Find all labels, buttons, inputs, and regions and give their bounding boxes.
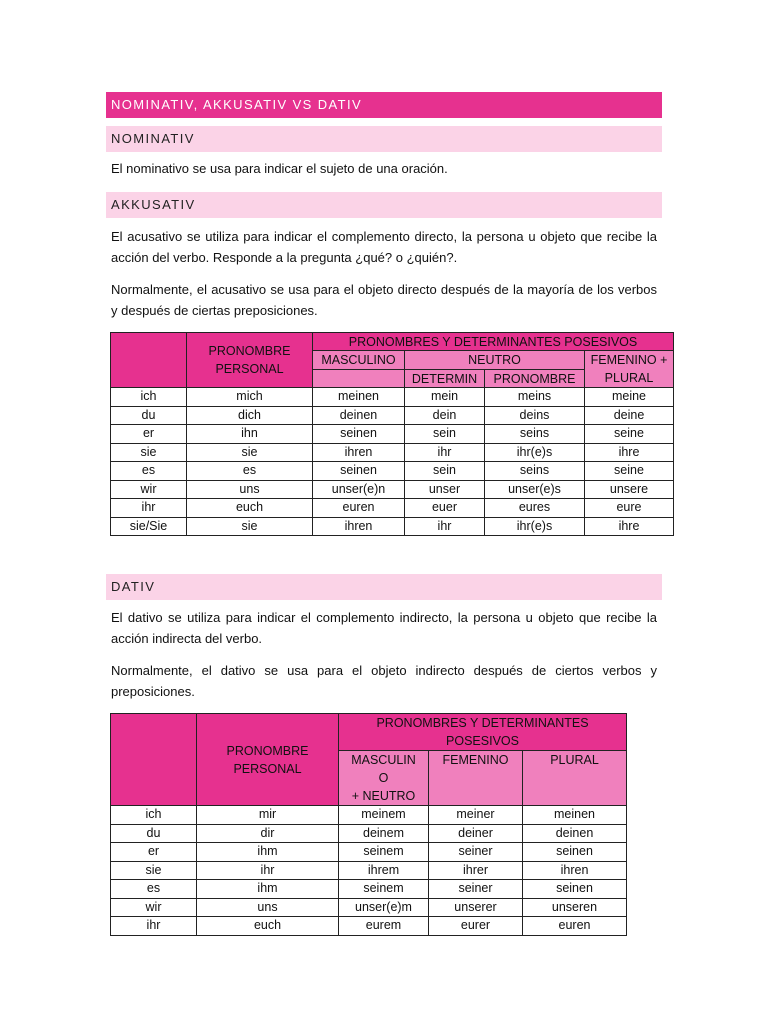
table-cell: uns xyxy=(187,480,313,499)
table-cell: ihr(e)s xyxy=(485,443,585,462)
table-cell: mein xyxy=(405,388,485,407)
table-cell: unser(e)s xyxy=(485,480,585,499)
table-cell: euren xyxy=(313,499,405,518)
table-cell: sein xyxy=(405,462,485,481)
table-cell: seine xyxy=(585,425,674,444)
table-row xyxy=(111,443,674,462)
akkusativ-paragraph-2: Normalmente, el acusativo se usa para el objeto directo después de la mayoría de los verbos y después de ciertas preposiciones. xyxy=(111,282,657,318)
table-cell: unserer xyxy=(429,898,523,917)
table-cell: sein xyxy=(405,425,485,444)
table-cell: ihm xyxy=(197,843,339,862)
table-row xyxy=(111,388,674,407)
table-cell: meins xyxy=(485,388,585,407)
dat-header-group: PRONOMBRES Y DETERMINANTES POSESIVOS xyxy=(339,714,627,751)
table-cell: meiner xyxy=(429,806,523,825)
section-heading-dativ: DATIV xyxy=(106,574,662,600)
table-cell: dir xyxy=(197,824,339,843)
table-cell: ihrer xyxy=(429,861,523,880)
dat-header-masc-line3: + NEUTRO xyxy=(351,789,416,803)
table-cell: deiner xyxy=(429,824,523,843)
table-cell: deinen xyxy=(313,406,405,425)
table-cell: sie xyxy=(187,443,313,462)
table-cell: ihren xyxy=(313,517,405,536)
table-cell: seinem xyxy=(339,843,429,862)
table-cell: sie xyxy=(187,517,313,536)
table-cell: ihrem xyxy=(339,861,429,880)
dat-header-pronombre: PRONOMBRE PERSONAL xyxy=(197,714,339,806)
table-cell: wir xyxy=(111,480,187,499)
dat-header-plural: PLURAL xyxy=(523,751,627,806)
section-heading-akkusativ: AKKUSATIV xyxy=(106,192,662,218)
table-cell: deinen xyxy=(523,824,627,843)
table-cell: eurer xyxy=(429,917,523,936)
table-cell: dich xyxy=(187,406,313,425)
dativ-paragraph-1: El dativo se utiliza para indicar el complemento indirecto, la persona u objeto que recibe la acción indirecta del verbo. xyxy=(111,610,657,646)
table-cell: mich xyxy=(187,388,313,407)
akkusativ-table xyxy=(110,332,674,536)
table-cell: seinen xyxy=(523,880,627,899)
table-row xyxy=(111,499,674,518)
table-cell: ihr xyxy=(111,917,197,936)
table-cell: euch xyxy=(187,499,313,518)
table-cell: seinen xyxy=(523,843,627,862)
table-cell: unser(e)n xyxy=(313,480,405,499)
table-cell: unser xyxy=(405,480,485,499)
akkusativ-paragraph-1: El acusativo se utiliza para indicar el complemento directo, la persona u objeto que recibe la acción del verbo. Responde a la pregunta ¿qué? o ¿quién?. xyxy=(111,229,657,265)
table-row xyxy=(111,406,674,425)
table-cell: ihn xyxy=(187,425,313,444)
akk-header-masculino: MASCULINO xyxy=(313,351,405,370)
table-cell: seine xyxy=(585,462,674,481)
table-row xyxy=(111,898,627,917)
table-row xyxy=(111,824,627,843)
akk-header-pronombre: PRONOMBRE PERSONAL xyxy=(187,333,313,388)
akk-header-masc-sub xyxy=(313,370,405,388)
table-cell: sie/Sie xyxy=(111,517,187,536)
akk-header-pronombre-sub: PRONOMBRE xyxy=(485,370,585,388)
table-row xyxy=(111,917,627,936)
table-cell: meine xyxy=(585,388,674,407)
table-cell: ihr xyxy=(197,861,339,880)
akk-header-femenino-plural: FEMENINO + PLURAL xyxy=(585,351,674,388)
dat-header-blank xyxy=(111,714,197,806)
nominativ-text: El nominativo se usa para indicar el sujeto de una oración. xyxy=(111,161,448,176)
dativ-table xyxy=(110,713,627,936)
table-cell: ihre xyxy=(585,443,674,462)
dat-body xyxy=(111,806,627,936)
dat-header-masc-line2: O xyxy=(378,771,389,785)
table-cell: deine xyxy=(585,406,674,425)
table-cell: ihren xyxy=(313,443,405,462)
table-cell: ihren xyxy=(523,861,627,880)
table-cell: ich xyxy=(111,388,187,407)
table-row xyxy=(111,480,674,499)
table-cell: ihre xyxy=(585,517,674,536)
table-cell: sie xyxy=(111,861,197,880)
table-cell: seinen xyxy=(313,462,405,481)
table-cell: du xyxy=(111,406,187,425)
table-cell: du xyxy=(111,824,197,843)
table-row xyxy=(111,880,627,899)
akk-header-group: PRONOMBRES Y DETERMINANTES POSESIVOS xyxy=(313,333,674,351)
table-cell: es xyxy=(111,462,187,481)
table-cell: er xyxy=(111,843,197,862)
page-title: NOMINATIV, AKKUSATIV VS DATIV xyxy=(106,92,662,118)
table-cell: ihr(e)s xyxy=(485,517,585,536)
dat-header-masculino-neutro xyxy=(339,751,429,806)
table-cell: seinen xyxy=(313,425,405,444)
table-cell: unsere xyxy=(585,480,674,499)
akk-header-neutro: NEUTRO xyxy=(405,351,585,370)
table-cell: seinem xyxy=(339,880,429,899)
table-cell: er xyxy=(111,425,187,444)
table-row xyxy=(111,462,674,481)
table-cell: ihr xyxy=(405,517,485,536)
dat-header-femenino: FEMENINO xyxy=(429,751,523,806)
table-cell: ich xyxy=(111,806,197,825)
akk-header-blank xyxy=(111,333,187,388)
table-cell: wir xyxy=(111,898,197,917)
table-row xyxy=(111,806,627,825)
table-cell: mir xyxy=(197,806,339,825)
table-cell: euer xyxy=(405,499,485,518)
table-cell: uns xyxy=(197,898,339,917)
table-cell: seins xyxy=(485,462,585,481)
akk-body xyxy=(111,388,674,536)
table-cell: es xyxy=(111,880,197,899)
table-row xyxy=(111,843,627,862)
table-cell: meinen xyxy=(523,806,627,825)
table-cell: seins xyxy=(485,425,585,444)
table-cell: eures xyxy=(485,499,585,518)
table-cell: deinem xyxy=(339,824,429,843)
table-cell: euch xyxy=(197,917,339,936)
table-cell: sie xyxy=(111,443,187,462)
table-row xyxy=(111,425,674,444)
table-cell: es xyxy=(187,462,313,481)
table-cell: dein xyxy=(405,406,485,425)
section-heading-nominativ: NOMINATIV xyxy=(106,126,662,152)
table-cell: unseren xyxy=(523,898,627,917)
akk-header-determin: DETERMIN xyxy=(405,370,485,388)
table-cell: euren xyxy=(523,917,627,936)
dat-header-masc-line1: MASCULIN xyxy=(351,753,416,767)
table-cell: deins xyxy=(485,406,585,425)
table-cell: seiner xyxy=(429,843,523,862)
table-cell: eure xyxy=(585,499,674,518)
table-row xyxy=(111,517,674,536)
dativ-paragraph-2: Normalmente, el dativo se usa para el objeto indirecto después de ciertos verbos y preposiciones. xyxy=(111,663,657,699)
table-cell: meinem xyxy=(339,806,429,825)
table-cell: ihm xyxy=(197,880,339,899)
table-cell: ihr xyxy=(111,499,187,518)
table-cell: seiner xyxy=(429,880,523,899)
table-cell: unser(e)m xyxy=(339,898,429,917)
table-cell: eurem xyxy=(339,917,429,936)
table-cell: ihr xyxy=(405,443,485,462)
table-cell: meinen xyxy=(313,388,405,407)
table-row xyxy=(111,861,627,880)
